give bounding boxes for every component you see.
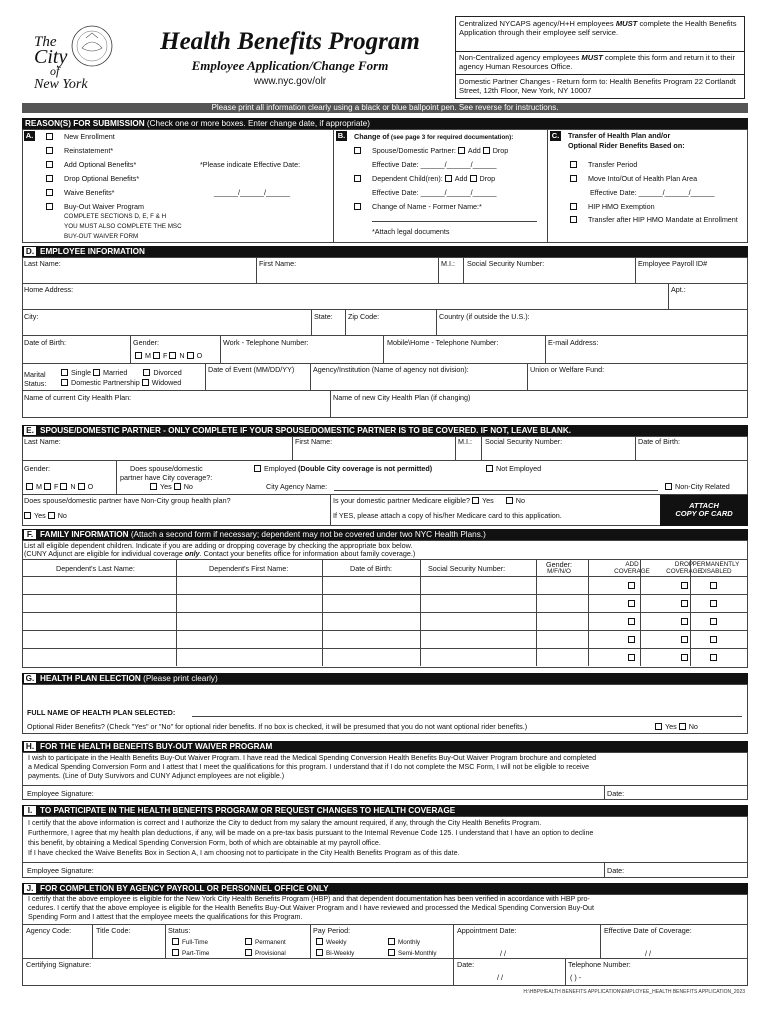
family-note-1: List all eligible dependent children. Indicate if you are adding or dropping coverage by checking the appropriate box below. [24, 541, 413, 550]
participation-date[interactable]: Date: [607, 866, 625, 875]
former-name-line[interactable] [372, 221, 537, 222]
full-plan-name-label: FULL NAME OF HEALTH PLAN SELECTED: [27, 708, 176, 717]
biweekly-option[interactable]: Bi-Weekly [316, 949, 354, 957]
agency-code[interactable]: Agency Code: [26, 926, 72, 935]
spouse-dp-change[interactable]: Spouse/Domestic Partner: Add Drop [354, 146, 508, 155]
emp-dob[interactable]: Date of Birth: [24, 338, 66, 347]
no-checkbox[interactable] [506, 497, 513, 504]
yes-checkbox[interactable] [150, 483, 157, 490]
buyout-text: I wish to participate in the Health Benefits Buy-Out Waiver Program. I have read the Medical Spending Conversion Health Benefits Buy-Out Waiver Program brochure and completed a Medical Spending Conversion Form and I attest that I meet the qualifications for this program. I understand that if I do not complete the MSC Form, I will not be eligible to receive payments. (Line of Duty Survivors and CUNY Adjunct employees are not eligible.) [28, 754, 597, 780]
checkbox[interactable] [46, 161, 53, 168]
monthly-option[interactable]: Monthly [388, 938, 420, 946]
attach-legal-docs: *Attach legal documents [372, 227, 450, 236]
buyout-waiver-option[interactable]: Buy-Out Waiver Program [46, 202, 144, 211]
section-d-bar: D. EMPLOYEE INFORMATION [22, 246, 748, 257]
add-coverage-checkbox[interactable] [628, 582, 635, 589]
checkbox[interactable] [570, 203, 577, 210]
full-plan-name-line[interactable] [192, 716, 742, 717]
not-employed-checkbox[interactable] [486, 465, 493, 472]
checkbox[interactable] [172, 938, 179, 945]
emp-payroll-id[interactable]: Employee Payroll ID# [638, 259, 708, 268]
add-optional-benefits-option[interactable]: Add Optional Benefits* [46, 160, 136, 169]
buyout-note-3: BUY-OUT WAIVER FORM [64, 233, 139, 240]
sp-dob[interactable]: Date of Birth: [638, 437, 680, 446]
noncity-checkbox[interactable] [665, 483, 672, 490]
col-dep-ssn: Social Security Number: [428, 564, 506, 573]
no-checkbox[interactable] [48, 512, 55, 519]
name-change[interactable]: Change of Name - Former Name:* [354, 202, 482, 211]
header-notice-box [455, 16, 745, 99]
sp-first-name[interactable]: First Name: [295, 437, 333, 446]
sp-not-employed[interactable]: Not Employed [486, 464, 541, 473]
gender-n-checkbox[interactable] [60, 483, 67, 490]
drop-coverage-checkbox[interactable] [681, 582, 688, 589]
checkbox[interactable] [46, 189, 53, 196]
section-c-letter: C. [551, 131, 560, 140]
buyout-date[interactable]: Date: [607, 789, 625, 798]
drop-coverage-checkbox[interactable] [681, 654, 688, 661]
status-label-j: Status: [168, 926, 191, 935]
single-checkbox[interactable] [61, 369, 68, 376]
checkbox[interactable] [46, 175, 53, 182]
drop-coverage-checkbox[interactable] [681, 636, 688, 643]
sp-city-coverage-options[interactable]: Yes No [150, 482, 193, 491]
instruction-bar: Please print all information clearly using a black or blue ballpoint pen. See reverse for instructions. [22, 103, 748, 113]
sp-noncity-plan-options[interactable]: Yes No [24, 511, 67, 520]
col-dep-gender: Gender: M/F/N/O [546, 560, 572, 575]
add-checkbox[interactable] [445, 175, 452, 182]
checkbox[interactable] [316, 938, 323, 945]
reinstatement-option[interactable]: Reinstatement* [46, 146, 113, 155]
sp-medicare-q[interactable]: Is your domestic partner Medicare eligible? Yes No [333, 496, 525, 505]
no-checkbox[interactable] [679, 723, 686, 730]
family-note-2: (CUNY Adjunct are eligible for individual coverage only. Contact your benefits office for information about family coverage.) [24, 549, 416, 558]
emp-apt[interactable]: Apt.: [671, 285, 686, 294]
sp-gender-label: Gender: [24, 464, 50, 473]
employed-checkbox[interactable] [254, 465, 261, 472]
agency-cert-text: I certify that the above employee is eligible for the New York City Health Benefits Program (HBP) and that dependent documentation has been verified in accordance with HBP pro- cedures. I certify that the above employee is eligible for the Health Benefits Buy-Out Waiver Program and I have reviewed and processed the Medical Spending Conversion Buy-Out Spending Form and I attest that the employee meets the qualifications for this Program. [28, 895, 594, 921]
gender-o-checkbox[interactable] [78, 483, 85, 490]
section-f-bar: F. FAMILY INFORMATION (Attach a second form if necessary; dependent may not be covered under two NYC Health Plans.) [22, 529, 748, 540]
parttime-option[interactable]: Part-Time [172, 949, 209, 957]
logo-of: of [50, 64, 60, 78]
section-i-bar: I. TO PARTICIPATE IN THE HEALTH BENEFITS PROGRAM OR REQUEST CHANGES TO HEALTH COVERAGE [22, 805, 748, 816]
divorced-checkbox[interactable] [143, 369, 150, 376]
add-coverage-checkbox[interactable] [628, 618, 635, 625]
add-coverage-checkbox[interactable] [628, 654, 635, 661]
sp-city-coverage-q1: Does spouse/domestic [130, 464, 203, 473]
checkbox[interactable] [354, 203, 361, 210]
footer-path: H:\HBP\HEALTH BENEFITS APPLICATION\EMPLOYEE_HEALTH BENEFITS APPLICATION_2023 [523, 989, 745, 995]
gender-f-checkbox[interactable] [44, 483, 51, 490]
sp-employed[interactable]: Employed (Double City coverage is not permitted) [254, 464, 432, 473]
emp-city[interactable]: City: [24, 312, 39, 321]
yes-checkbox[interactable] [24, 512, 31, 519]
buyout-note-2: YOU MUST ALSO COMPLETE THE MSC [64, 223, 182, 230]
emp-mobile-tel[interactable]: Mobile\Home - Telephone Number: [387, 338, 499, 347]
city-agency-line[interactable] [334, 490, 658, 491]
transfer-effective-date[interactable]: Effective Date: ______/______/______ [590, 188, 715, 197]
hip-exemption-option[interactable]: HIP HMO Exemption [570, 202, 655, 211]
appointment-date-slash: / / [500, 949, 506, 958]
notice-domestic-partner: Domestic Partner Changes - Return form to: Health Benefits Program 22 Cortlandt Street, 12th Floor, New York, NY 10007 [459, 77, 736, 95]
widowed-checkbox[interactable] [142, 379, 149, 386]
sp-mi[interactable]: M.I.: [458, 437, 472, 446]
logo-the: The [34, 34, 57, 50]
waive-benefits-option[interactable]: Waive Benefits* [46, 188, 114, 197]
rider-options[interactable]: Yes No [655, 722, 698, 731]
agency-institution[interactable]: Agency/Institution (Name of agency not division): [313, 365, 469, 374]
sp-medicare-note: If YES, please attach a copy of his/her Medicare card to this application. [333, 511, 562, 520]
appointment-date[interactable]: Appointment Date: [457, 926, 517, 935]
transfer-period-option[interactable]: Transfer Period [570, 160, 637, 169]
attach-copy-badge: ATTACH COPY OF CARD [660, 495, 748, 526]
status-label: Status: [24, 379, 47, 388]
section-b-letter: B. [337, 131, 346, 140]
checkbox[interactable] [46, 133, 53, 140]
checkbox[interactable] [570, 175, 577, 182]
emp-mi[interactable]: M.I.: [441, 259, 455, 268]
dependent-children-change[interactable]: Dependent Child(ren): Add Drop [354, 174, 495, 183]
checkbox[interactable] [46, 147, 53, 154]
change-of-heading: Change of (see page 3 for required documentation): [354, 132, 514, 141]
checkbox[interactable] [245, 938, 252, 945]
city-logo [24, 24, 124, 90]
participation-text: I certify that the above information is correct and I authorize the City to deduct from my salary the amount required, if any, through the City Health Benefits Program. Furthermore, I agree that my health plan deductions, if any, will be made on a pre-tax basis pursuant to the Internal Revenue Code 125. I understand that I have an option to decline this benefit, by obtaining a Medical Spending Conversion Form, both of which are obtainable at my payroll office. If I have checked the Waive Benefits Box in Section A, I am choosing not to participate in the City Health Benefits Program as of this date. [28, 819, 594, 857]
emp-last-name[interactable]: Last Name: [24, 259, 61, 268]
transfer-heading-1: Transfer of Health Plan and/or [568, 131, 671, 140]
notice-centralized: Centralized NYCAPS agency/H+H employees MUST complete the Health Benefits Application through their employee self service. [459, 19, 737, 37]
buyout-note-1: COMPLETE SECTIONS D, E, F & H [64, 213, 167, 220]
checkbox[interactable] [46, 203, 53, 210]
col-dep-last: Dependent's Last Name: [56, 564, 135, 573]
dependent-effective-date[interactable]: Effective Date: ______/______/______ [372, 188, 497, 197]
buyout-employee-signature[interactable]: Employee Signature: [27, 789, 94, 798]
yes-checkbox[interactable] [472, 497, 479, 504]
marital-row-2[interactable]: Domestic Partnership Widowed [61, 378, 181, 387]
dp-checkbox[interactable] [61, 379, 68, 386]
gender-n-checkbox[interactable] [169, 352, 176, 359]
checkbox[interactable] [354, 147, 361, 154]
emp-gender-options[interactable]: M F N O [135, 351, 202, 360]
sp-ssn[interactable]: Social Security Number: [485, 437, 563, 446]
indicate-effective-date: *Please indicate Effective Date: [200, 160, 301, 169]
logo-city: City [34, 46, 68, 68]
sp-city-agency[interactable]: City Agency Name: [266, 482, 328, 491]
reasons-bar: REASON(S) FOR SUBMISSION (Check one or more boxes. Enter change date, if appropriate) [22, 118, 748, 129]
add-coverage-checkbox[interactable] [628, 600, 635, 607]
sp-gender-options[interactable]: M F N O [26, 482, 93, 491]
disabled-checkbox[interactable] [710, 582, 717, 589]
add-coverage-checkbox[interactable] [628, 636, 635, 643]
no-checkbox[interactable] [174, 483, 181, 490]
emp-ssn[interactable]: Social Security Number: [467, 259, 545, 268]
checkbox[interactable] [354, 175, 361, 182]
fulltime-option[interactable]: Full-Time [172, 938, 208, 946]
notice-noncentralized: Non-Centralized agency employees MUST complete this form and return it to their agency Human Resources Office. [459, 53, 736, 71]
gender-o-checkbox[interactable] [187, 352, 194, 359]
drop-optional-benefits-option[interactable]: Drop Optional Benefits* [46, 174, 139, 183]
disabled-checkbox[interactable] [710, 618, 717, 625]
disabled-checkbox[interactable] [710, 654, 717, 661]
emp-work-tel[interactable]: Work - Telephone Number: [223, 338, 309, 347]
drop-checkbox[interactable] [483, 147, 490, 154]
gender-f-checkbox[interactable] [153, 352, 160, 359]
pay-period-label: Pay Period: [313, 926, 351, 935]
col-dep-dob: Date of Birth: [350, 564, 392, 573]
section-h-bar: H. FOR THE HEALTH BENEFITS BUY-OUT WAIVER PROGRAM [22, 741, 748, 752]
checkbox[interactable] [245, 949, 252, 956]
rider-question: Optional Rider Benefits? (Check "Yes" or "No" for optional rider benefits. If no box is checked, it will be presumed that you do not want optional rider benefits.) [27, 722, 528, 731]
certifying-date-slash: / / [497, 973, 503, 982]
provisional-option[interactable]: Provisional [245, 949, 286, 957]
semimonthly-option[interactable]: Semi-Monthly [388, 949, 437, 957]
permanent-option[interactable]: Permanent [245, 938, 286, 946]
col-dep-first: Dependent's First Name: [209, 564, 289, 573]
col-drop-coverage: DROP COVERAGE [666, 561, 702, 575]
section-j-bar: J. FOR COMPLETION BY AGENCY PAYROLL OR PERSONNEL OFFICE ONLY [22, 883, 748, 894]
spouse-effective-date[interactable]: Effective Date: ______/______/______ [372, 160, 497, 169]
move-plan-area-option[interactable]: Move Into/Out of Health Plan Area [570, 174, 697, 183]
emp-first-name[interactable]: First Name: [259, 259, 297, 268]
drop-checkbox[interactable] [470, 175, 477, 182]
participation-employee-signature[interactable]: Employee Signature: [27, 866, 94, 875]
checkbox[interactable] [172, 949, 179, 956]
col-perm-disabled: PERMANENTLY DISABLED [692, 561, 740, 575]
yes-checkbox[interactable] [655, 723, 662, 730]
emp-email[interactable]: E-mail Address: [548, 338, 599, 347]
title-code[interactable]: Title Code: [96, 926, 131, 935]
effective-date-blank[interactable]: ______/______/______ [214, 188, 290, 197]
new-plan[interactable]: Name of new City Health Plan (if changing) [333, 393, 471, 402]
form-url: www.nyc.gov/olr [253, 76, 327, 87]
married-checkbox[interactable] [93, 369, 100, 376]
sp-noncity-plan-q: Does spouse/domestic partner have Non-City group health plan? [24, 496, 231, 505]
sp-last-name[interactable]: Last Name: [24, 437, 61, 446]
emp-state[interactable]: State: [314, 312, 333, 321]
new-enrollment-option[interactable]: New Enrollment [46, 132, 115, 141]
checkbox[interactable] [570, 161, 577, 168]
emp-zip[interactable]: Zip Code: [348, 312, 380, 321]
drop-coverage-checkbox[interactable] [681, 600, 688, 607]
certifying-telephone[interactable]: Telephone Number: [568, 960, 631, 969]
logo-new-york: New York [34, 77, 88, 92]
gender-m-checkbox[interactable] [135, 352, 142, 359]
drop-coverage-checkbox[interactable] [681, 618, 688, 625]
checkbox[interactable] [388, 938, 395, 945]
section-g-bar: G. HEALTH PLAN ELECTION (Please print clearly) [22, 673, 748, 684]
section-e-bar: E. SPOUSE/DOMESTIC PARTNER - ONLY COMPLETE IF YOUR SPOUSE/DOMESTIC PARTNER IS TO BE COVERED. IF NOT, LEAVE BLANK. [22, 425, 748, 436]
emp-country[interactable]: Country (if outside the U.S.): [439, 312, 530, 321]
event-date[interactable]: Date of Event (MM/DD/YY) [208, 365, 295, 374]
section-a-letter: A. [25, 131, 34, 140]
col-add-coverage: ADD COVERAGE [614, 561, 650, 575]
disabled-checkbox[interactable] [710, 636, 717, 643]
disabled-checkbox[interactable] [710, 600, 717, 607]
sp-noncity[interactable]: Non-City Related [665, 482, 730, 491]
add-checkbox[interactable] [458, 147, 465, 154]
certifying-signature[interactable]: Certifying Signature: [26, 960, 92, 969]
checkbox[interactable] [570, 216, 577, 223]
gender-m-checkbox[interactable] [26, 483, 33, 490]
effective-coverage-date[interactable]: Effective Date of Coverage: [604, 926, 692, 935]
current-plan[interactable]: Name of current City Health Plan: [24, 393, 132, 402]
checkbox[interactable] [388, 949, 395, 956]
transfer-heading-2: Optional Rider Benefits Based on: [568, 141, 685, 150]
telephone-format: ( ) - [570, 973, 582, 982]
marital-row-1[interactable]: Single Married Divorced [61, 368, 182, 377]
emp-gender-label: Gender: [133, 338, 159, 347]
union-fund[interactable]: Union or Welfare Fund: [530, 365, 605, 374]
marital-label: Marital [24, 370, 46, 379]
effective-coverage-slash: / / [645, 949, 651, 958]
form-title: Health Benefits Program [160, 28, 420, 55]
form-subtitle: Employee Application/Change Form [191, 58, 389, 73]
certifying-date[interactable]: Date: [457, 960, 475, 969]
weekly-option[interactable]: Weekly [316, 938, 347, 946]
emp-home-address[interactable]: Home Address: [24, 285, 74, 294]
checkbox[interactable] [316, 949, 323, 956]
hip-mandate-option[interactable]: Transfer after HIP HMO Mandate at Enrollment [570, 215, 740, 224]
sp-city-coverage-q2: partner have City coverage?: [120, 473, 213, 482]
